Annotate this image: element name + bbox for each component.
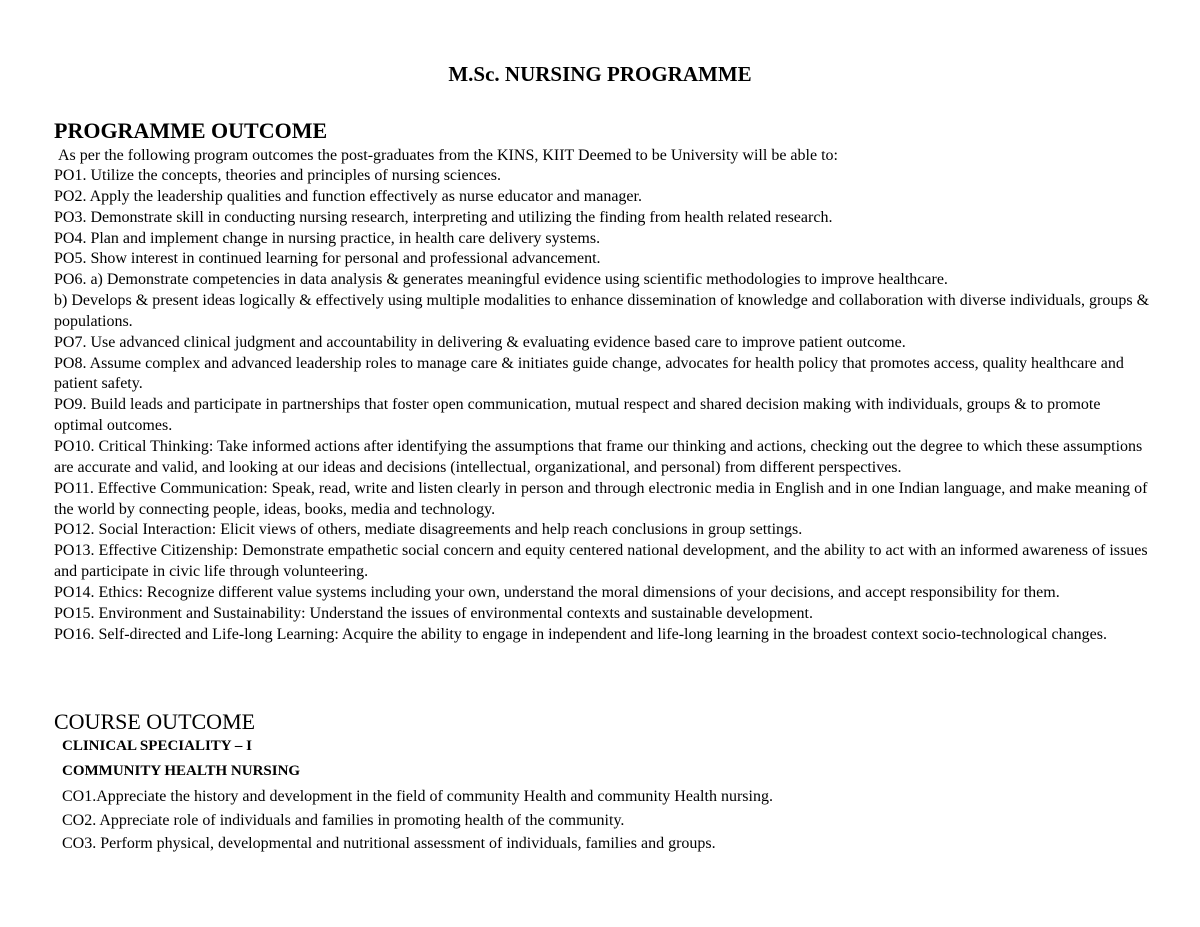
programme-outcome-heading: PROGRAMME OUTCOME	[54, 118, 328, 143]
programme-outcome-po13: PO13. Effective Citizenship: Demonstrate empathetic social concern and equity centered national development, and the ability to act with an informed awareness of issues and participate in civic life through volunteering.	[54, 542, 1148, 581]
programme-outcome-po5: PO5. Show interest in continued learning for personal and professional advancement.	[54, 250, 601, 268]
programme-outcome-po11: PO11. Effective Communication: Speak, read, write and listen clearly in person and through electronic media in English and in one Indian language, and make meaning of the world by connecting people, ideas, books, media and technology.	[54, 479, 1148, 518]
programme-outcome-po8: PO8. Assume complex and advanced leadership roles to manage care & initiates guide change, advocates for health policy that promotes access, quality healthcare and patient safety.	[54, 354, 1124, 393]
subject-heading: COMMUNITY HEALTH NURSING	[62, 763, 301, 779]
programme-outcome-po12: PO12. Social Interaction: Elicit views of others, mediate disagreements and help reach conclusions in group settings.	[54, 521, 803, 539]
programme-outcome-po3: PO3. Demonstrate skill in conducting nursing research, interpreting and utilizing the finding from health related research.	[54, 208, 833, 226]
document-title: M.Sc. NURSING PROGRAMME	[448, 62, 752, 86]
programme-outcome-po6a: PO6. a) Demonstrate competencies in data analysis & generates meaningful evidence using scientific methodologies to improve healthcare.	[54, 271, 948, 289]
programme-outcome-po14: PO14. Ethics: Recognize different value systems including your own, understand the moral dimensions of your decisions, and accept responsibility for them.	[54, 583, 1060, 601]
programme-outcome-po7: PO7. Use advanced clinical judgment and accountability in delivering & evaluating evidence based care to improve patient outcome.	[54, 333, 906, 351]
course-outcome-heading: COURSE OUTCOME	[54, 709, 256, 734]
course-outcome-co3: CO3. Perform physical, developmental and nutritional assessment of individuals, families and groups.	[62, 835, 716, 852]
programme-outcome-po2: PO2. Apply the leadership qualities and function effectively as nurse educator and manager.	[54, 187, 642, 205]
programme-outcome-intro: As per the following program outcomes the post-graduates from the KINS, KIIT Deemed to be University will be able to:	[58, 147, 838, 164]
programme-outcome-po15: PO15. Environment and Sustainability: Understand the issues of environmental contexts and sustainable development.	[54, 604, 813, 622]
programme-outcome-po16: PO16. Self-directed and Life-long Learning: Acquire the ability to engage in independent and life-long learning in the broadest context socio-technological changes.	[54, 625, 1107, 643]
programme-outcome-list	[54, 166, 1149, 645]
course-outcome-section	[62, 736, 1142, 857]
clinical-speciality-heading: CLINICAL SPECIALITY – I	[62, 738, 252, 754]
programme-outcome-po9: PO9. Build leads and participate in partnerships that foster open communication, mutual respect and shared decision making with individuals, groups & to promote optimal outcomes.	[54, 396, 1101, 435]
programme-outcome-po6b: b) Develops & present ideas logically & effectively using multiple modalities to enhance dissemination of knowledge and collaboration with diverse individuals, groups & populations.	[54, 292, 1150, 330]
programme-outcome-po4: PO4. Plan and implement change in nursing practice, in health care delivery systems.	[54, 229, 601, 247]
programme-outcome-po10: PO10. Critical Thinking: Take informed actions after identifying the assumptions that frame our thinking and actions, checking out the degree to which these assumptions are accurate and valid, and looking at our ideas and decisions (intellectual, organizational, and personal) from different perspectives.	[54, 437, 1143, 476]
course-outcome-co2: CO2. Appreciate role of individuals and families in promoting health of the community.	[62, 811, 625, 829]
course-outcome-co1: CO1.Appreciate the history and development in the field of community Health and community Health nursing.	[62, 788, 773, 805]
programme-outcome-po1: PO1. Utilize the concepts, theories and principles of nursing sciences.	[54, 167, 501, 184]
